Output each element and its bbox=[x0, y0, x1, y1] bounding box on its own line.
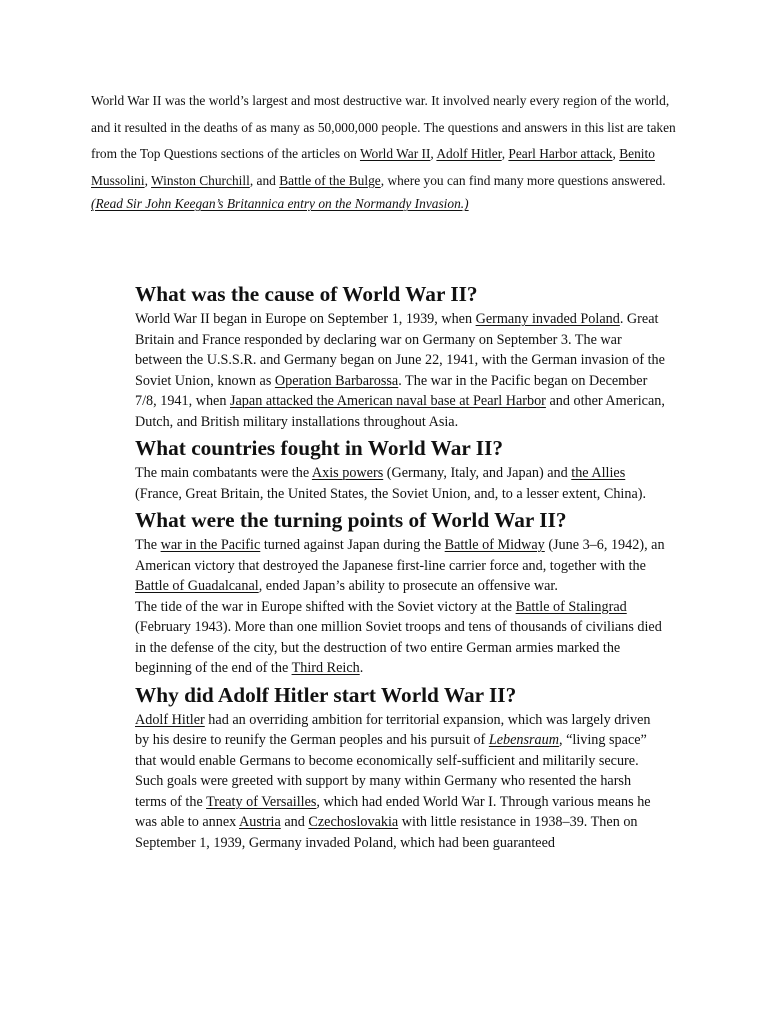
link-benito-mussolini[interactable]: Benito Mussolini bbox=[91, 146, 655, 188]
section-hitler bbox=[135, 681, 665, 854]
link-third-reich[interactable]: Third Reich bbox=[291, 660, 360, 676]
paragraph-countries: The main combatants were the Axis powers (Germany, Italy, and Japan) and the Allies (France, Great Britain, the United States, the Soviet Union, and, to a lesser extent, China). bbox=[135, 465, 647, 502]
heading-turning-points: What were the turning points of World War II? bbox=[135, 508, 567, 532]
link-adolf-hitler[interactable]: Adolf Hitler bbox=[436, 146, 502, 161]
link-germany-invaded-poland[interactable]: Germany invaded Poland bbox=[475, 311, 620, 327]
link-czechoslovakia[interactable]: Czechoslovakia bbox=[308, 814, 399, 830]
paragraph-europe: The tide of the war in Europe shifted with the Soviet victory at the Battle of Stalingrad (February 1943). More than one million Soviet troops and tens of thousands of civilians died in the defense of the city, but the destruction of two entire German armies marked the beginning of the end of the Third Reich. bbox=[135, 598, 662, 676]
intro-paragraph: World War II was the world’s largest and most destructive war. It involved nearly every region of the world, and it resulted in the deaths of as many as 50,000,000 people. The questions and answers in this list are taken from the Top Questions sections of the articles on World War II, Adolf Hitler, Pearl Harbor attack, Benito Mussolini, Winston Churchill, and Battle of the Bulge, where you can find many more questions answered. bbox=[91, 93, 676, 188]
link-treaty-of-versailles[interactable]: Treaty of Versailles bbox=[206, 793, 317, 810]
link-lebensraum[interactable]: Lebensraum bbox=[488, 732, 559, 748]
heading-countries: What countries fought in World War II? bbox=[135, 436, 504, 460]
link-winston-churchill[interactable]: Winston Churchill bbox=[151, 172, 250, 188]
link-the-allies[interactable]: the Allies bbox=[571, 465, 626, 481]
link-war-in-the-pacific[interactable]: war in the Pacific bbox=[160, 537, 261, 553]
section-turning-points bbox=[135, 506, 665, 679]
link-normandy-invasion[interactable]: (Read Sir John Keegan’s Britannica entry on the Normandy Invasion.) bbox=[91, 196, 469, 211]
paragraph-hitler: Adolf Hitler had an overriding ambition for territorial expansion, which was largely driven by his desire to reunify the German peoples and his pursuit of Lebensraum, “living space” that would enable Germans to become economically self-sufficient and militarily secure. Such goals were greeted with support by many within Germany who resented the harsh terms of the Treaty of Versailles, which had ended World War I. Through various means he was able to annex Austria and Czechoslovakia with little resistance in 1938–39. Then on September 1, 1939, Germany invaded Poland, which had been guaranteed bbox=[135, 711, 651, 851]
link-battle-of-midway[interactable]: Battle of Midway bbox=[444, 537, 545, 553]
link-battle-of-the-bulge[interactable]: Battle of the Bulge bbox=[279, 172, 381, 188]
heading-cause: What was the cause of World War II? bbox=[135, 282, 478, 306]
section-cause bbox=[135, 280, 665, 432]
link-pearl-harbor[interactable]: Japan attacked the American naval base at Pearl Harbor bbox=[229, 393, 546, 409]
link-adolf-hitler-2[interactable]: Adolf Hitler bbox=[135, 711, 205, 728]
section-countries bbox=[135, 434, 665, 504]
link-austria[interactable]: Austria bbox=[239, 814, 281, 830]
intro-section bbox=[91, 88, 681, 214]
paragraph-cause: World War II began in Europe on September 1, 1939, when Germany invaded Poland. Great Britain and France responded by declaring war on Germany on September 3. The war between the U.S.S.R. and Germany began on June 22, 1941, with the German invasion of the Soviet Union, known as Operation Barbarossa. The war in the Pacific began on December 7/8, 1941, when Japan attacked the American naval base at Pearl Harbor and other American, Dutch, and British military installations throughout Asia. bbox=[135, 311, 665, 430]
link-axis-powers[interactable]: Axis powers bbox=[311, 465, 384, 481]
link-operation-barbarossa[interactable]: Operation Barbarossa bbox=[274, 372, 399, 389]
link-world-war-ii[interactable]: World War II bbox=[359, 146, 431, 161]
link-battle-of-stalingrad[interactable]: Battle of Stalingrad bbox=[515, 598, 627, 615]
link-pearl-harbor-attack[interactable]: Pearl Harbor attack bbox=[508, 146, 613, 161]
link-battle-of-guadalcanal[interactable]: Battle of Guadalcanal bbox=[135, 578, 259, 594]
paragraph-pacific: The war in the Pacific turned against Japan during the Battle of Midway (June 3–6, 1942), an American victory that destroyed the Japanese first-line carrier force and, together with the Battle of Guadalcanal, ended Japan’s ability to prosecute an offensive war. bbox=[135, 537, 665, 594]
main-content bbox=[135, 280, 665, 855]
heading-hitler: Why did Adolf Hitler start World War II? bbox=[135, 682, 517, 707]
